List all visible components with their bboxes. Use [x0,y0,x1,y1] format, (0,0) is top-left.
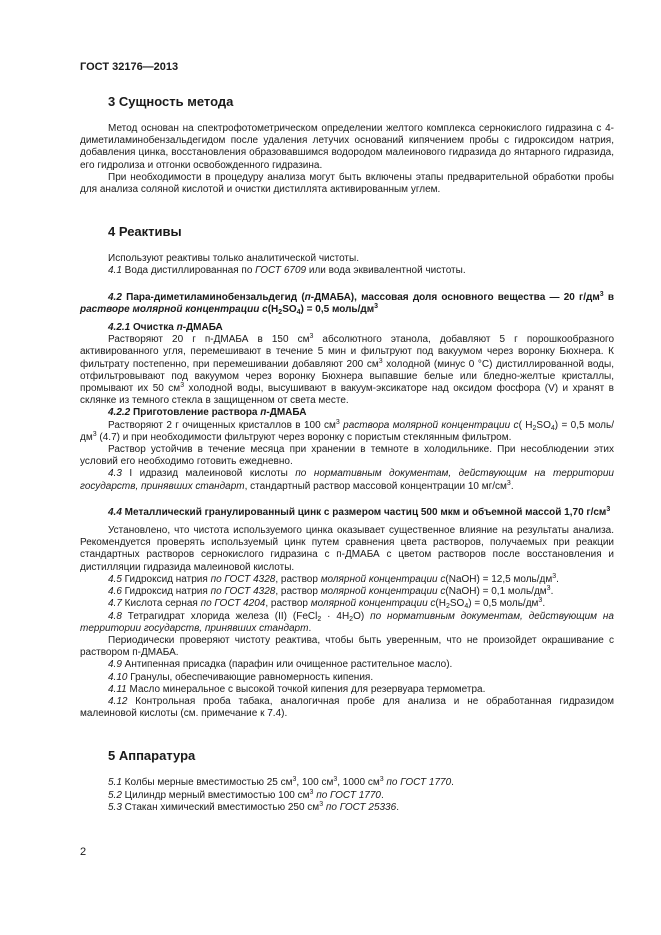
section-4-intro: Используют реактивы только аналитической чистоты. [108,253,359,265]
item-4-10: 4.10 Гранулы, обеспечивающие равномерность кипения. [108,671,374,683]
item-4-8-note: Периодически проверяют чистоту реактива, чтобы быть уверенным, что не произойдет окрашивание с раствором п-ДМАБА. [80,634,614,659]
item-5-2: 5.2 Цилиндр мерный вместимостью 100 $см^3$ по ГОСТ 1770. [108,788,384,801]
item-4-4-text: Установлено, что чистота используемого цинка оказывает существенное влияние на результаты анализа. Рекомендуется проверять используемый цинк путем сравнения цвета растворов, получаемых при реакции стандартных растворов сернокислого гидразина с п-ДМАБА с цветом растворов после восстановления и дистилляции гидразида малеиновой кислоты. [80,525,614,573]
item-4-2-1-heading: 4.2.1 Очистка п-ДМАБА [108,322,223,334]
item-4-2-2-text: Растворяют 2 г очищенных кристаллов в 100 $см^3$ раствора молярной концентрации с( $H_2SO_4) = 0,5$ моль/$дм^3$ (4.7) и при необходимости фильтруют через воронку с пористым стеклянным фильтром. [80,418,614,443]
page-number: 2 [80,846,87,858]
item-4-6: 4.6 Гидроксид натрия по ГОСТ 4328, раствор молярной концентрации с(NaOH) = 0,1 моль/$дм^3$. [108,585,554,598]
item-4-4-heading: 4.4 Металлический гранулированный цинк с размером частиц 500 мкм и объемной массой 1,70 $г/см^3$ [108,505,611,518]
item-5-3: 5.3 Стакан химический вместимостью 250 $см^3$ по ГОСТ 25336. [108,800,399,813]
item-4-1: 4.1 Вода дистиллированная по ГОСТ 6709 или вода эквивалентной чистоты. [108,265,466,277]
item-4-2-heading: 4.2 Пара-диметиламинобензальдегид (п-ДМАБА), массовая доля основного вещества — 20 $г/дм^3$ в растворе молярной концентрации $с(H_2SO_4) = 0,5$ моль/$дм^3$ [80,290,615,316]
item-4-8: 4.8 Тетрагидрат хлорида железа (II) (FeCl$_2$ · $4H_2O$) по нормативным документам, действующим на территории государств, принявших стандарт. [80,610,614,634]
document-header: ГОСТ 32176—2013 [80,61,179,73]
item-4-11: 4.11 Масло минеральное с высокой точкой кипения для резервуара термометра. [108,683,486,695]
item-5-1: 5.1 Колбы мерные вместимостью 25 $см^3$, 100 $см^3$, 1000 $см^3$ по ГОСТ 1770. [108,776,454,789]
section-3-title: 3 Сущность метода [108,94,234,109]
item-4-2-1-text: Растворяют 20 г п-ДМАБА в 150 $см^3$ абсолютного этанола, добавляют 5 г порошкообразного активированного угля, перемешивают в течение 5 мин и фильтруют под вакуумом через воронку Бюхнера. К фильтрату постепенно, при перемешивании добавляют 200 $см^3$ холодной (минус 0 °С) дистиллированной воды, отфильтровывают под вакуумом через воронку Бюхнера выпавшие белые или бледно-желтые кристаллы, промывают их 50 $см^3$ холодной воды, высушивают в вакуум-эксикаторе над оксидом фосфора (V) и хранят в склянке из темного стекла в защищенном от света месте. [80,333,615,407]
section-4-title: 4 Реактивы [108,224,182,240]
section-3-paragraph-2: При необходимости в процедуру анализа могут быть включены этапы предварительной обработки пробы для анализа соляной кислотой и очистки дистиллята активированным углем. [80,171,614,196]
item-4-2-2-note: Раствор устойчив в течение месяца при хранении в темноте в холодильнике. При несоблюдении этих условий его необходимо готовить ежедневно. [80,444,614,468]
section-3-paragraph-1: Метод основан на спектрофотометрическом определении желтого комплекса сернокислого гидразина с 4-диметиламинобензальдегидом после удаления летучих оснований кипячением пробы с гидроксидом натрия, добавления цинка, восстановления образовавшимся водородом малеинового гидразида до янтарного гидразида, его гидролиза и отгонки освобожденного гидразина. [80,123,614,171]
item-4-3: 4.3 I идразид малеиновой кислоты по нормативным документам, действующим на территории государств, принявших стандарт, стандартный раствор массовой концентрации 10 $мг/см^3$. [80,468,614,492]
section-5-title: 5 Аппаратура [108,748,196,764]
item-4-12: 4.12 Контрольная проба табака, аналогичная пробе для анализа и не обработанная гидразидом малеиновой кислоты (см. примечание к 7.4). [80,695,614,720]
item-4-5: 4.5 Гидроксид натрия по ГОСТ 4328, раствор молярной концентрации с(NaOH) = 12,5 моль/$дм^3$. [108,572,559,585]
item-4-7: 4.7 Кислота серная по ГОСТ 4204, раствор молярной концентрации $с(H_2SO_4) = 0,5$ моль/$дм^3$. [108,597,546,611]
item-4-9: 4.9 Антипенная присадка (парафин или очищенное растительное масло). [108,659,453,671]
document-body [80,88,614,814]
item-4-2-2-heading: 4.2.2 Приготовление раствора п-ДМАБА [108,407,307,419]
